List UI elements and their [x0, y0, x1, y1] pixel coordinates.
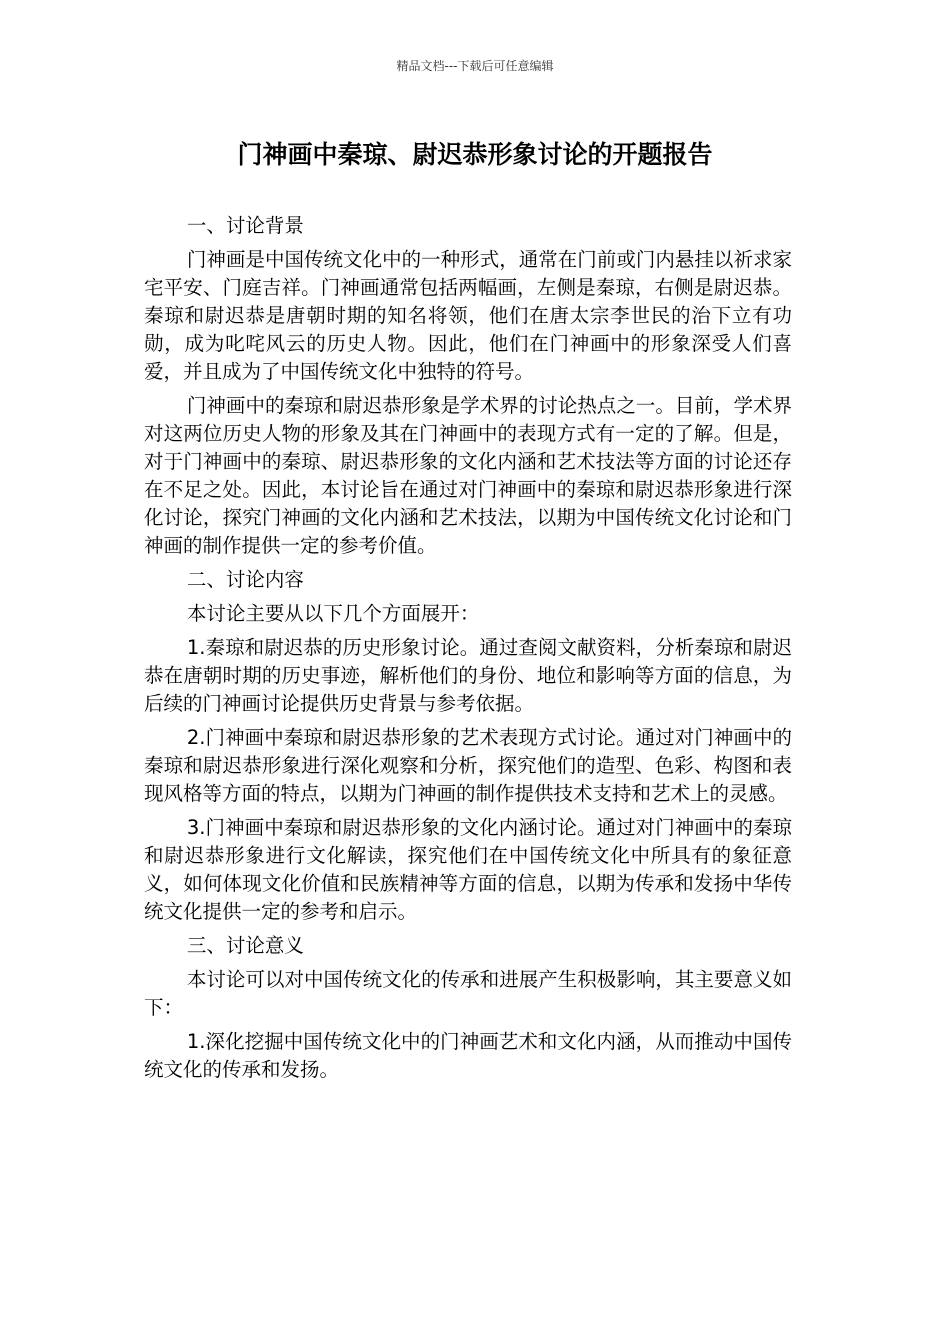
paragraph-background-1: 门神画是中国传统文化中的一种形式，通常在门前或门内悬挂以祈求家宅平安、门庭吉祥。门神画通常包括两幅画，左侧是秦琼，右侧是尉迟恭。秦琼和尉迟恭是唐朝时期的知名将领，他们在唐太宗李世民的治下立有功勋，成为叱咤风云的历史人物。因此，他们在门神画中的形象深受人们喜爱，并且成为了中国传统文化中独特的符号。: [144, 248, 792, 383]
paragraph-significance-intro: 本讨论可以对中国传统文化的传承和进展产生积极影响，其主要意义如下：: [144, 968, 792, 1019]
document-title: 门神画中秦琼、尉迟恭形象讨论的开题报告: [237, 140, 713, 169]
section-heading-background: 一、讨论背景: [186, 214, 304, 237]
section-heading-content: 二、讨论内容: [186, 568, 304, 591]
page-header-note: 精品文档---下载后可任意编辑: [396, 59, 554, 73]
paragraph-content-item-2: 2.门神画中秦琼和尉迟恭形象的艺术表现方式讨论。通过对门神画中的秦琼和尉迟恭形象进行深化观察和分析，探究他们的造型、色彩、构图和表现风格等方面的特点，以期为门神画的制作提供技术支持和艺术上的灵感。: [144, 726, 792, 805]
document-body: [144, 212, 792, 1090]
paragraph-content-item-1: 1.秦琼和尉迟恭的历史形象讨论。通过查阅文献资料，分析秦琼和尉迟恭在唐朝时期的历史事迹，解析他们的身份、地位和影响等方面的信息，为后续的门神画讨论提供历史背景与参考依据。: [144, 636, 792, 715]
section-heading-significance: 三、讨论意义: [186, 934, 304, 957]
paragraph-content-intro: 本讨论主要从以下几个方面展开：: [186, 602, 480, 625]
paragraph-significance-item-1: 1.深化挖掘中国传统文化中的门神画艺术和文化内涵，从而推动中国传统文化的传承和发扬。: [144, 1030, 792, 1081]
paragraph-content-item-3: 3.门神画中秦琼和尉迟恭形象的文化内涵讨论。通过对门神画中的秦琼和尉迟恭形象进行文化解读，探究他们在中国传统文化中所具有的象征意义，如何体现文化价值和民族精神等方面的信息，以期为传承和发扬中华传统文化提供一定的参考和启示。: [144, 816, 792, 923]
paragraph-background-2: 门神画中的秦琼和尉迟恭形象是学术界的讨论热点之一。目前，学术界对这两位历史人物的形象及其在门神画中的表现方式有一定的了解。但是，对于门神画中的秦琼、尉迟恭形象的文化内涵和艺术技法等方面的讨论还存在不足之处。因此，本讨论旨在通过对门神画中的秦琼和尉迟恭形象进行深化讨论，探究门神画的文化内涵和艺术技法，以期为中国传统文化讨论和门神画的制作提供一定的参考价值。: [144, 394, 792, 557]
